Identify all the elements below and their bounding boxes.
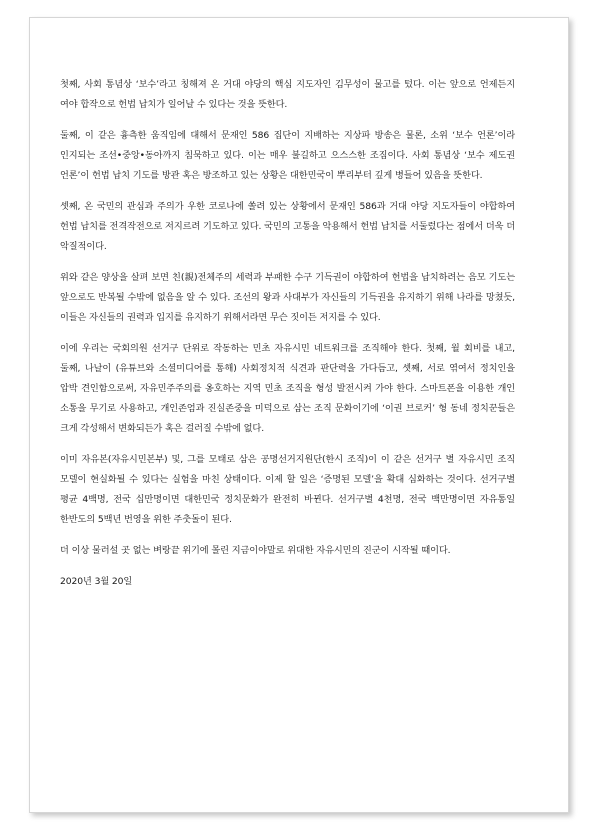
paragraph-second: 둘째, 이 같은 흉측한 움직임에 대해서 문재인 586 집단이 지배하는 지상파 방송은 물론, 소위 ‘보수 언론’이라 인지되는 조선•중앙•동아까지 침묵하고 있다. 이는 매우 불길하고 으스스한 조짐이다. 사회 통념상 ‘보수 제도권 언론’이 헌법 납치 기도를 방관 혹은 방조하고 있는 상황은 대한민국이 뿌리부터 깊게 병들어 있음을 뜻한다.	[60, 130, 515, 181]
document-body	[60, 75, 515, 592]
paragraph-fourth: 위와 같은 양상을 살펴 보면 친(親)전체주의 세력과 부패한 수구 기득권이 야합하여 헌법을 납치하려는 음모 기도는 앞으로도 반복될 수밖에 없음을 알 수 있다. 조선의 왕과 사대부가 자신들의 기득권을 유지하기 위해 나라를 망쳤듯, 이들은 자신들의 권력과 입지를 유지하기 위해서라면 무슨 짓이든 저지를 수 있다.	[60, 272, 515, 323]
paragraph-third: 셋째, 온 국민의 관심과 주의가 우한 코로나에 쏠려 있는 상황에서 문재인 586과 거대 야당 지도자들이 야합하여 헌법 납치를 전격작전으로 저지르려 기도하고 있다. 국민의 고통을 악용해서 헌법 납치를 서둘렀다는 점에서 더욱 더 악질적이다.	[60, 201, 515, 252]
paragraph-fifth: 이에 우리는 국회의원 선거구 단위로 작동하는 민초 자유시민 네트워크를 조직해야 한다. 첫째, 월 회비를 내고, 둘째, 나날이 (유튜브와 소셜미디어를 통해) 사회정치적 식견과 판단력을 가다듬고, 셋째, 서로 엮여서 정치인을 압박 견인함으로써, 자유민주주의를 옹호하는 지역 민초 조직을 형성 발전시켜 가야 한다. 스마트폰을 이용한 개인 소통을 무기로 사용하고, 개인존엄과 진실존중을 미덕으로 삼는 조직 문화이기에 ‘이권 브로커’ 형 동네 정치꾼들은 크게 각성해서 변화되든가 혹은 걸러질 수밖에 없다.	[60, 343, 515, 434]
paragraph-seventh: 더 이상 물러설 곳 없는 벼랑끝 위기에 몰린 지금이야말로 위대한 자유시민의 진군이 시작될 때이다.	[60, 545, 451, 556]
paragraph-sixth: 이미 자유본(자유시민본부) 및, 그를 모태로 삼은 공명선거지원단(한시 조직)이 이 같은 선거구 별 자유시민 조직 모델이 현실화될 수 있다는 실험을 마친 상태이다. 이제 할 일은 ‘증명된 모델’을 확대 심화하는 것이다. 선거구별 평균 4백명, 전국 십만명이면 대한민국 정치문화가 완전히 바뀐다. 선거구별 4천명, 전국 백만명이면 자유통일 한반도의 5백년 번영을 위한 주춧돌이 된다.	[60, 454, 515, 525]
paragraph-first: 첫째, 사회 통념상 ‘보수’라고 칭해져 온 거대 야당의 핵심 지도자인 김무성이 물고를 텄다. 이는 앞으로 언제든지 여야 합작으로 헌법 납치가 일어날 수 있다는 것을 뜻한다.	[60, 79, 515, 110]
document-date: 2020년 3월 20일	[60, 576, 133, 587]
